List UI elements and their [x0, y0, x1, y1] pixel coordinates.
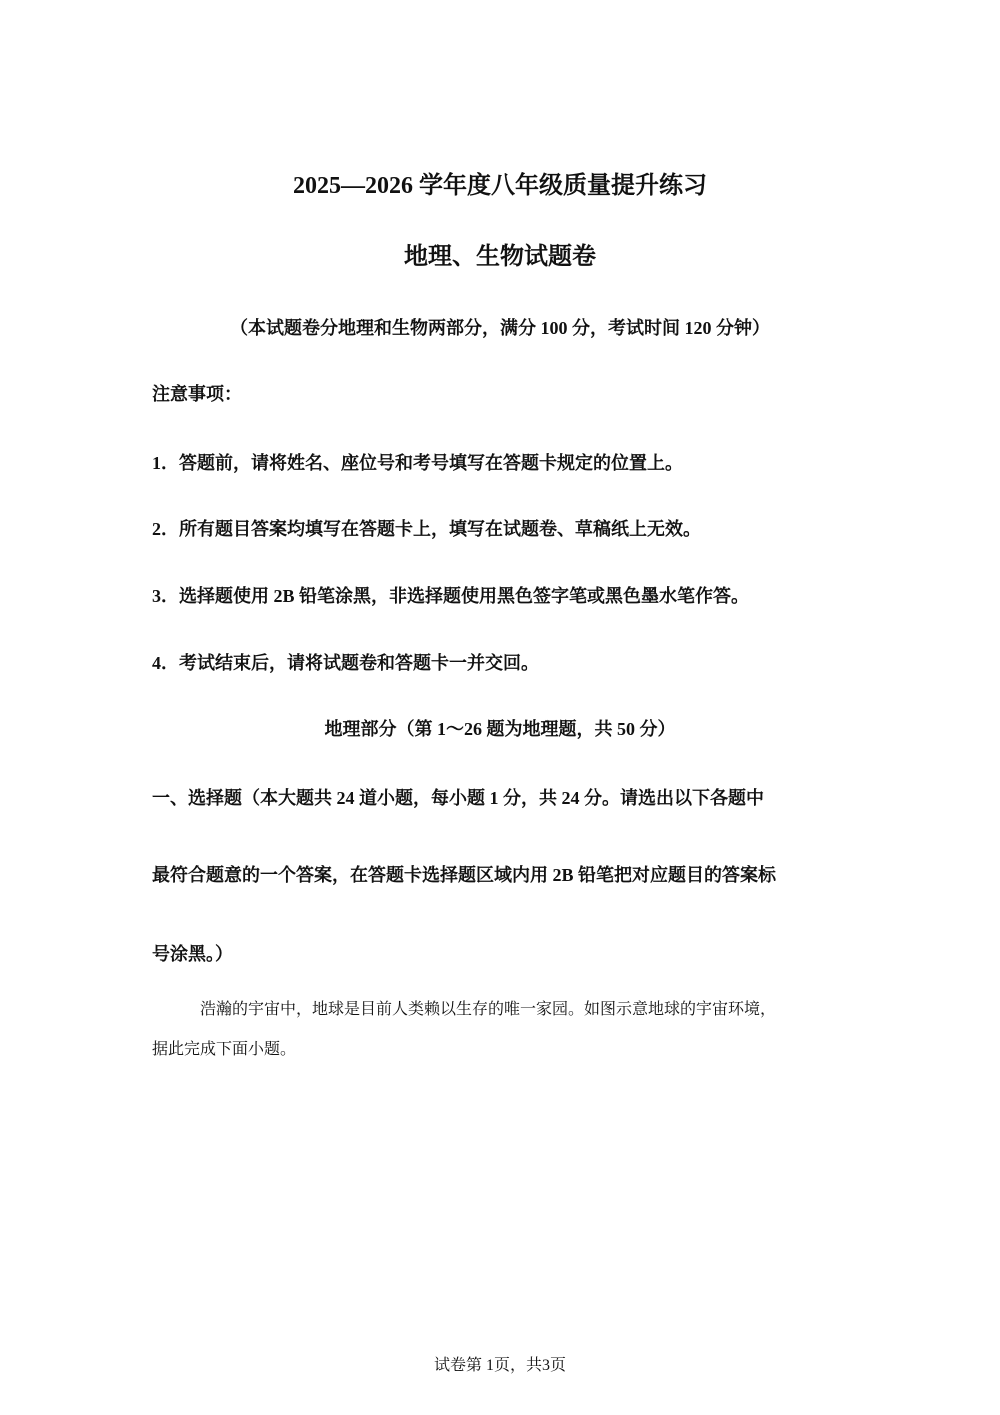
notice-item: 3．选择题使用 2B 铅笔涂黑，非选择题使用黑色签字笔或黑色墨水笔作答。	[152, 586, 750, 606]
notice-item: 1．答题前，请将姓名、座位号和考号填写在答题卡规定的位置上。	[152, 453, 683, 473]
question-intro-line: 浩瀚的宇宙中，地球是目前人类赖以生存的唯一家园。如图示意地球的宇宙环境，	[200, 999, 777, 1018]
notice-item: 2．所有题目答案均填写在答题卡上，填写在试题卷、草稿纸上无效。	[152, 519, 701, 539]
section-heading: 地理部分（第 1～26 题为地理题，共 50 分）	[324, 719, 676, 739]
notice-item: 4．考试结束后，请将试题卷和答题卡一并交回。	[152, 653, 539, 673]
question-type-line: 一、选择题（本大题共 24 道小题，每小题 1 分，共 24 分。请选出以下各题中	[152, 788, 764, 808]
question-type-line: 号涂黑。）	[152, 944, 233, 964]
exam-title: 2025—2026 学年度八年级质量提升练习	[293, 173, 707, 199]
question-intro-line: 据此完成下面小题。	[152, 1039, 297, 1058]
notice-heading: 注意事项：	[152, 384, 242, 404]
exam-subject-title: 地理、生物试题卷	[404, 244, 596, 270]
question-type-line: 最符合题意的一个答案，在答题卡选择题区域内用 2B 铅笔把对应题目的答案标	[152, 865, 777, 885]
exam-subtitle: （本试题卷分地理和生物两部分，满分 100 分，考试时间 120 分钟）	[230, 318, 770, 338]
page-footer: 试卷第 1页，共3页	[433, 1357, 566, 1374]
